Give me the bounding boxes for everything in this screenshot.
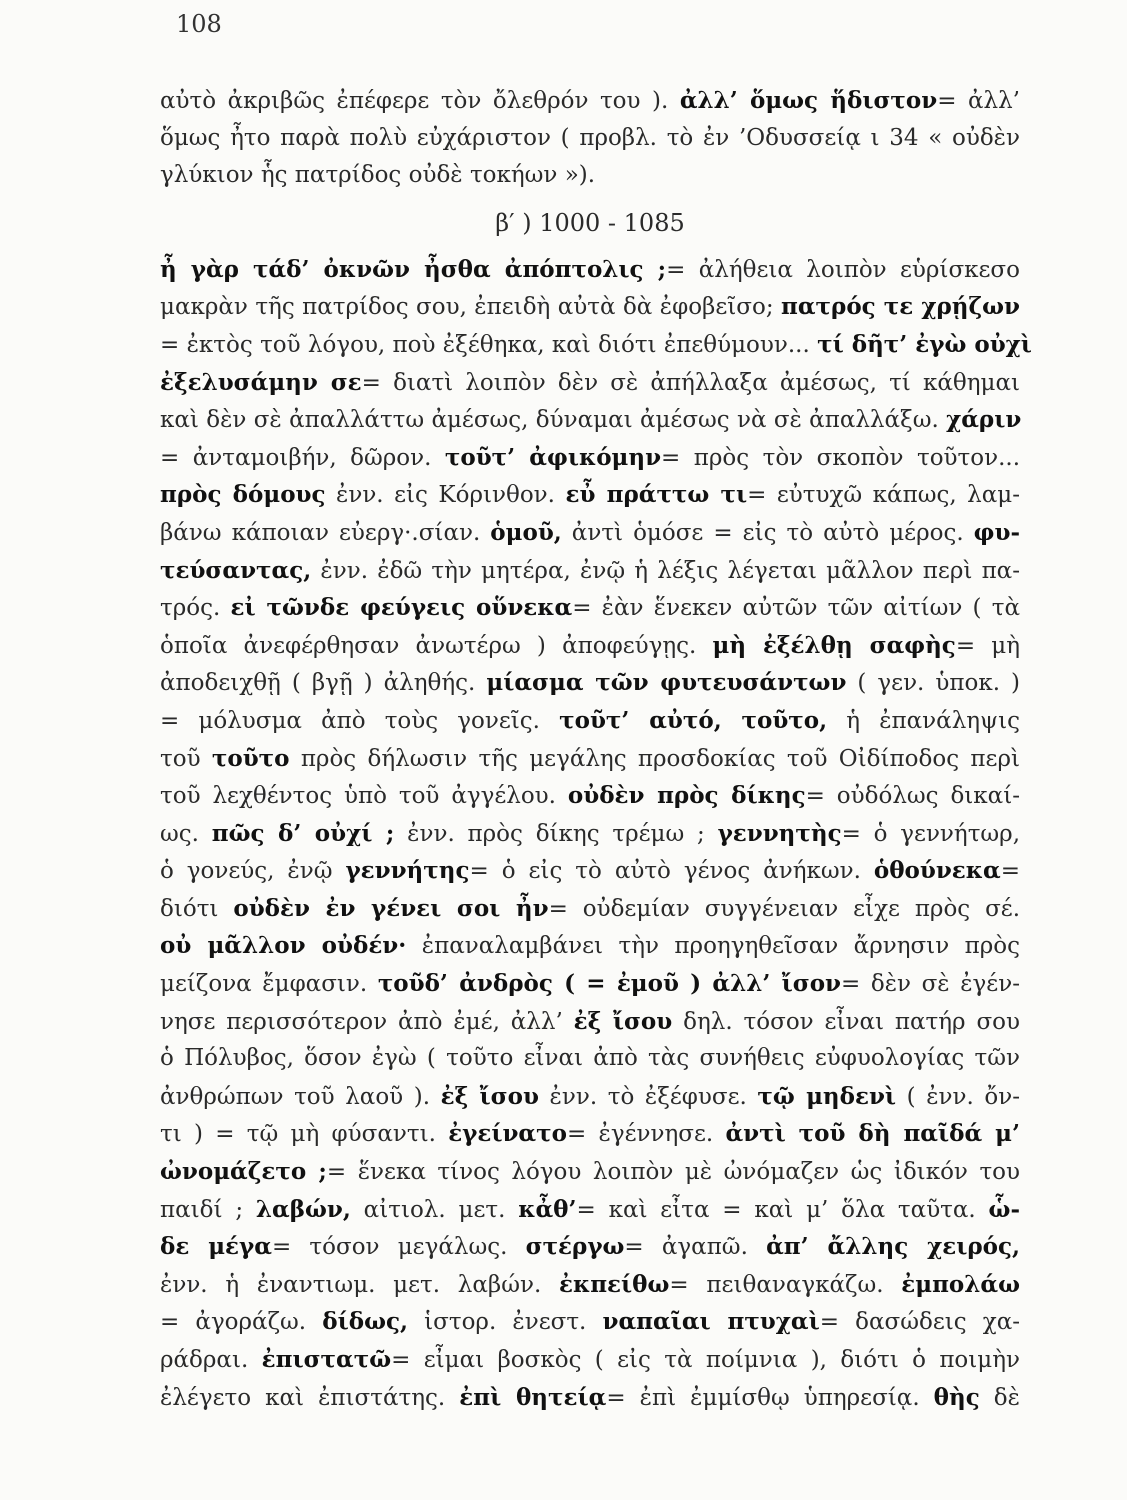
gloss-text: ὅμως ἦτο παρὰ πολὺ εὐχάριστον ( προβλ. τὸ ἐν ’Οδυσσείᾳ ι 34 « οὐδὲν (160, 124, 1020, 151)
gloss-text: ἐνν. τὸ ἐξέφυσε. (538, 1083, 758, 1110)
gloss-text: ἀποδειχθῇ ( βγῇ ) ἀληθής. (160, 670, 487, 697)
gloss-text: = μόλυσμα ἀπὸ τοὺς γονεῖς. (160, 707, 560, 734)
gloss-text: ἡ ἐπανάληψις (827, 707, 1020, 734)
gloss-text: = ὁ γεννήτωρ, (841, 820, 1021, 847)
text-line (160, 1003, 1020, 1041)
lemma-term: λαβών, (255, 1195, 351, 1223)
text-line (160, 401, 1020, 439)
lemma-term: ἀντὶ τοῦ δὴ παῖδά μ’ (725, 1120, 1020, 1148)
gloss-text: γλύκιον ἧς πατρίδος οὐδὲ τοκήων »). (160, 162, 596, 189)
text-line (160, 288, 1020, 326)
text-line (160, 326, 1032, 364)
gloss-text: ( ἐνν. ὄν- (896, 1083, 1021, 1110)
page-number: 108 (176, 10, 222, 38)
lemma-term: μὴ ἐξέλθῃ σαφὴς (712, 631, 956, 659)
gloss-text: ως. (160, 820, 212, 847)
gloss-text: καὶ δὲν σὲ ἀπαλλάττω ἀμέσως, δύναμαι ἀμέσως νὰ σὲ ἀπαλλάξω. (160, 407, 947, 434)
gloss-text: ὁποῖα ἀνεφέρθησαν ἀνωτέρω ) ἀποφεύγῃς. (160, 632, 713, 659)
lemma-term: ἐξ ἴσου (573, 1007, 673, 1035)
gloss-text: ἐνν. ἐδῶ τὴν μητέρα, ἐνῷ ἡ λέξις λέγεται μᾶλλον περὶ πα- (311, 557, 1020, 584)
lemma-term: τί δῆτ’ ἐγὼ οὐχὶ (817, 330, 1032, 358)
lemma-term: τοῦδ’ ἀνδρὸς ( = ἐμοῦ ) ἀλλ’ ἴσον (377, 970, 841, 998)
gloss-text: νησε περισσότερον ἀπὸ ἐμέ, ἀλλ’ (160, 1008, 574, 1035)
text-line (160, 1040, 1020, 1078)
gloss-text: = τόσον μεγάλως. (271, 1234, 526, 1261)
lemma-term: γεννήτης (345, 857, 470, 885)
text-line (160, 1379, 1020, 1417)
text-line (160, 1191, 1020, 1229)
lemma-term: ἀπ’ ἄλλης χειρός, (766, 1233, 1021, 1261)
lemma-term: ὁθούνεκα (873, 857, 1001, 885)
text-line (160, 157, 1020, 195)
commentary-text (160, 82, 1032, 1416)
gloss-text: = διατὶ λοιπὸν δὲν σὲ ἀπήλλαξα ἀμέσως, τί κάθημαι (361, 369, 1020, 396)
text-line (160, 852, 1020, 890)
gloss-text: μακρὰν τῆς πατρίδος σου, ἐπειδὴ αὐτὰ δὰ ἐφοβεῖσο; (160, 294, 782, 321)
lemma-term: ναπαῖαι πτυχαὶ (602, 1308, 820, 1336)
gloss-text: = πειθαναγκάζω. (669, 1271, 902, 1298)
gloss-text: = ἕνεκα τίνος λόγου λοιπὸν μὲ ὠνόμαζεν ὡς ἰδικόν του (326, 1159, 1020, 1186)
section-heading (160, 195, 1020, 251)
lemma-term: ἀλλ’ ὅμως ἥδιστον (679, 87, 938, 114)
lemma-term: ἦ γὰρ τάδ’ ὀκνῶν ἦσθα ἀπόπτολις ; (160, 255, 667, 283)
gloss-text: βάνω κάποιαν εὐεργ·.σίαν. (160, 519, 491, 546)
gloss-text: ( γεν. ὑποκ. ) (846, 670, 1020, 697)
gloss-text: = καὶ εἶτα = καὶ μ’ ὅλα ταῦτα. (576, 1196, 989, 1223)
lemma-term: ἐξ ἴσου (440, 1082, 539, 1110)
gloss-text: ἀνθρώπων τοῦ λαοῦ ). (160, 1083, 441, 1110)
gloss-text: αἰτιολ. μετ. (350, 1196, 519, 1223)
gloss-text: = πρὸς τὸν σκοπὸν τοῦτον... (661, 444, 1021, 471)
lemma-term: ἐγείνατο (448, 1120, 567, 1148)
text-line (160, 1266, 1020, 1304)
text-line (160, 740, 1020, 778)
lemma-term: ἐπὶ θητείᾳ (459, 1383, 607, 1411)
gloss-text: = ἐπὶ ἐμμίσθῳ ὑπηρεσίᾳ. (606, 1384, 934, 1411)
gloss-text: ἐνν. ἡ ἐναντιωμ. μετ. λαβών. (160, 1271, 559, 1298)
lemma-term: τοῦτ’ αὐτό, τοῦτο, (559, 706, 828, 734)
text-line (160, 439, 1020, 477)
gloss-text: = ἀνταμοιβήν, δῶρον. (160, 444, 445, 471)
text-line (160, 1303, 1020, 1341)
lemma-term: ὧ- (988, 1195, 1020, 1223)
text-line (160, 664, 1020, 702)
gloss-text: = (1000, 858, 1020, 885)
gloss-text: ἐνν. εἰς Κόρινθον. (325, 482, 566, 509)
gloss-text: παιδί ; (160, 1196, 256, 1223)
text-line (160, 1228, 1020, 1266)
gloss-text: ὁ Πόλυβος, ὅσον ἐγὼ ( τοῦτο εἶναι ἀπὸ τὰς συνήθεις εὐφυολογίας τῶν (160, 1045, 1020, 1072)
gloss-text: = οὐδεμίαν συγγένειαν εἶχε πρὸς σέ. (548, 895, 1021, 922)
lemma-term: τοῦτο (211, 744, 290, 772)
gloss-text: δηλ. τόσον εἶναι πατήρ σου (672, 1008, 1020, 1035)
gloss-text: = δὲν σὲ ἐγέν- (841, 971, 1020, 998)
lemma-term: ἐκπείθω (559, 1270, 670, 1298)
lemma-term: ἐξελυσάμην σε (160, 368, 362, 396)
text-line (160, 476, 1020, 514)
gloss-text: δὲ (979, 1384, 1020, 1411)
gloss-text: ὁ γονεύς, ἐνῷ (160, 858, 346, 885)
gloss-text: τι ) = τῷ μὴ φύσαντι. (160, 1121, 449, 1148)
lemma-term: πατρός τε χρῄζων (781, 293, 1020, 321)
gloss-text: ἐλέγετο καὶ ἐπιστάτης. (160, 1384, 460, 1411)
lemma-term: ὠνομάζετο ; (160, 1158, 327, 1186)
lemma-term: οὐ μᾶλλον οὐδέν· (160, 932, 407, 960)
text-line (160, 514, 1020, 552)
text-line (160, 815, 1020, 853)
gloss-text: = ὁ εἰς τὸ αὐτὸ γένος ἀνήκων. (469, 858, 874, 885)
text-line (160, 777, 1020, 815)
lemma-term: οὐδὲν ἐν γένει σοι ἦν (233, 894, 549, 922)
gloss-text: ἐπαναλαμβάνει τὴν προηγηθεῖσαν ἄρνησιν πρὸς (406, 933, 1020, 960)
text-line (160, 890, 1020, 928)
text-line (160, 82, 1020, 120)
gloss-text: μείζονα ἔμφασιν. (160, 971, 378, 998)
lemma-term: εὖ πράττω τι (565, 481, 748, 509)
gloss-text: ἀντὶ ὁμόσε = εἰς τὸ αὐτὸ μέρος. (561, 519, 974, 546)
lemma-term: φυ- (973, 518, 1020, 546)
lemma-term: μίασμα τῶν φυτευσάντων (486, 669, 847, 697)
gloss-text: τρός. (160, 595, 231, 622)
lemma-term: χάριν (946, 406, 1022, 434)
gloss-text: ἐνν. πρὸς δίκης τρέμω ; (394, 820, 718, 847)
gloss-text: = ἀλλ’ (937, 88, 1020, 114)
text-line (160, 1078, 1020, 1116)
gloss-text: = ἐκτὸς τοῦ λόγου, ποὺ ἐξέθηκα, καὶ διότι ἐπεθύμουν... (160, 331, 818, 358)
gloss-text: = ἀλήθεια λοιπὸν εὑρίσκεσο (666, 256, 1020, 283)
lemma-term: πρὸς δόμους (160, 481, 326, 509)
gloss-text: ἱστορ. ἐνεστ. (408, 1309, 603, 1336)
gloss-text: πρὸς δήλωσιν τῆς μεγάλης προσδοκίας τοῦ Οἰδίποδος περὶ (289, 745, 1020, 772)
lemma-term: στέργω (525, 1233, 625, 1261)
lemma-term: ἐμπολάω (901, 1270, 1020, 1298)
text-line (160, 702, 1020, 740)
text-line (160, 927, 1020, 965)
gloss-text: = ἐγέννησε. (566, 1121, 726, 1148)
lemma-term: εἰ τῶνδε φεύγεις οὕνεκα (230, 594, 573, 622)
text-line (160, 552, 1020, 590)
text-line (160, 120, 1020, 158)
lemma-term: δε μέγα (160, 1233, 272, 1261)
lemma-term: κἆθ’ (518, 1195, 577, 1223)
text-line (160, 589, 1020, 627)
lemma-term: πῶς δ’ οὐχί ; (211, 819, 395, 847)
gloss-text: = δασώδεις χα- (819, 1309, 1021, 1336)
gloss-text: = εὐτυχῶ κάπως, λαμ- (747, 482, 1020, 509)
gloss-text: = μὴ (955, 632, 1021, 659)
text-line (160, 251, 1020, 289)
gloss-text: τοῦ λεχθέντος ὑπὸ τοῦ ἀγγέλου. (160, 783, 568, 810)
gloss-text: = ἀγοράζω. (160, 1309, 323, 1336)
text-line (160, 1115, 1020, 1153)
text-line (160, 1341, 1020, 1379)
gloss-text: αὐτὸ ἀκριβῶς ἐπέφερε τὸν ὄλεθρόν του ). (160, 88, 680, 114)
lemma-term: τεύσαντας, (160, 556, 312, 584)
gloss-text: τοῦ (160, 745, 212, 772)
gloss-text: ράδραι. (160, 1347, 262, 1373)
gloss-text: = οὐδόλως δικαί- (805, 783, 1020, 810)
text-line (160, 965, 1020, 1003)
lemma-term: θὴς (933, 1383, 980, 1411)
lemma-term: τοῦτ’ ἀφικόμην (444, 443, 662, 471)
lemma-term: τῷ μηδενὶ (757, 1082, 897, 1110)
gloss-text: = ἐὰν ἕνεκεν αὐτῶν τῶν αἰτίων ( τὰ (572, 595, 1020, 622)
gloss-text: διότι (160, 895, 234, 922)
gloss-text: = ἀγαπῶ. (624, 1234, 767, 1261)
text-line (160, 364, 1020, 402)
lemma-term: γεννητὴς (717, 819, 842, 847)
lemma-term: οὐδὲν πρὸς δίκης (567, 782, 806, 810)
lemma-term: δίδως, (322, 1308, 408, 1336)
lemma-term: ὁμοῦ, (490, 518, 562, 546)
text-line (160, 1153, 1020, 1191)
lemma-term: ἐπιστατῶ (261, 1346, 392, 1373)
gloss-text: = εἶμαι βοσκὸς ( εἰς τὰ ποίμνια ), διότι ὁ ποιμὴν (391, 1347, 1021, 1373)
gloss-text: β′ ) 1000 - 1085 (495, 208, 685, 237)
text-line (160, 627, 1020, 665)
